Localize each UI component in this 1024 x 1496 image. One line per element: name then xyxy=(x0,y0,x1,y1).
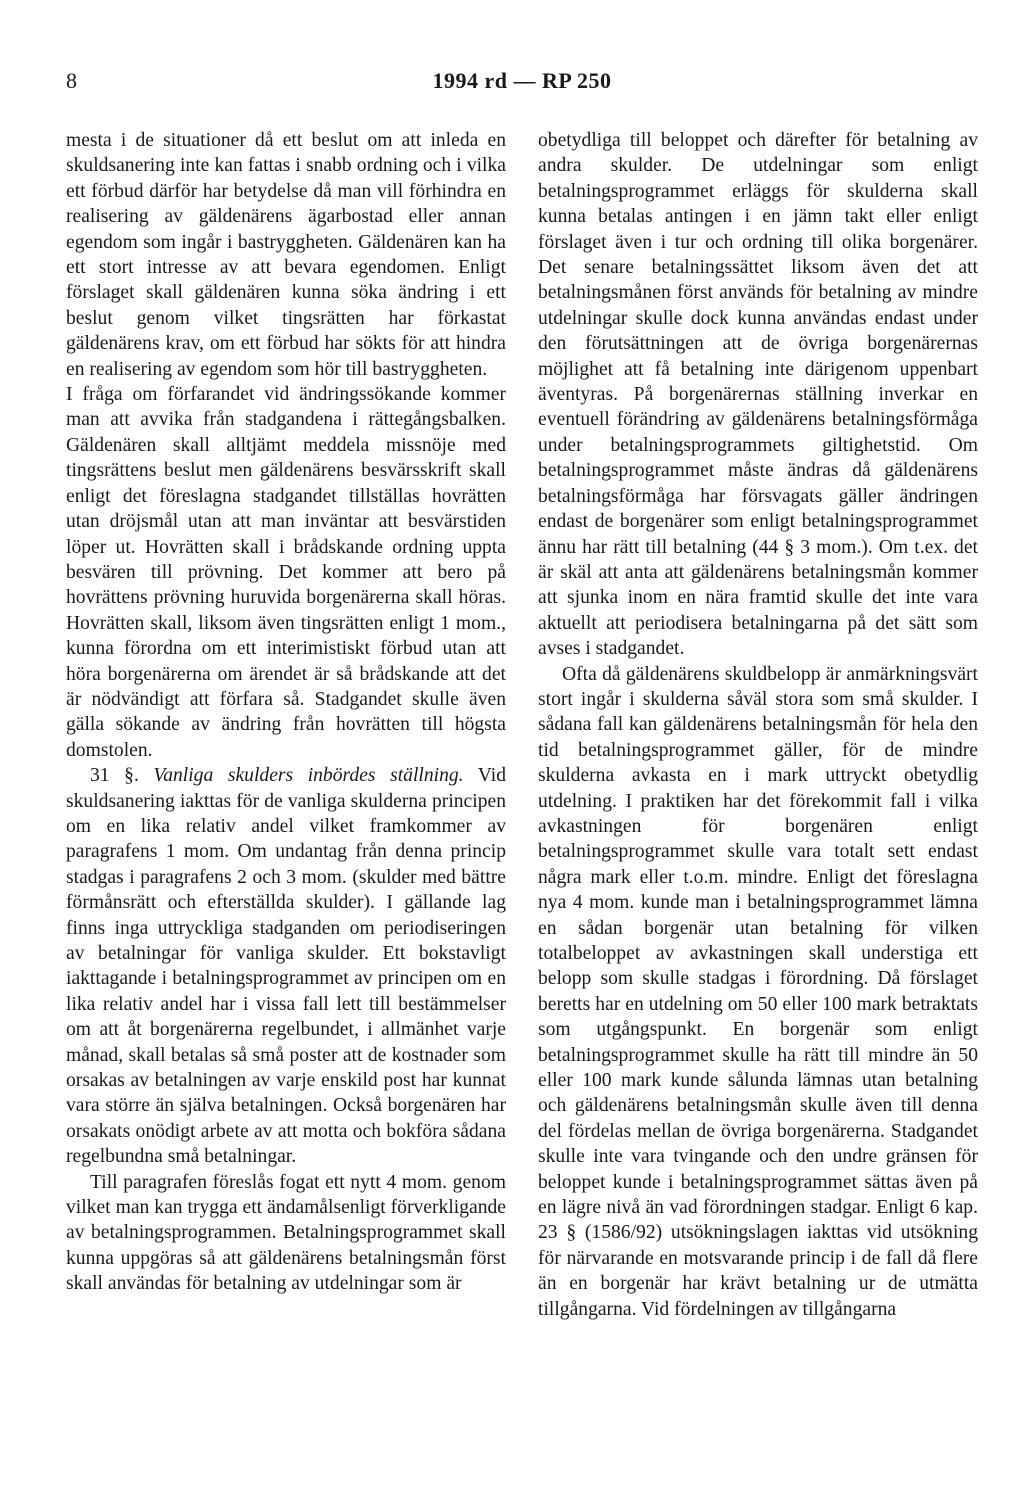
paragraph: Ofta då gäldenärens skuldbelopp är anmärkningsvärt stort ingår i skulderna såväl stora som små skulder. I sådana fall kan gäldenärens betalningsmån för hela den tid betalningsprogrammet gäller, för de mindre skulderna avkasta en i mark uttryckt obetydlig utdelning. I praktiken har det förekommit fall i vilka avkastningen för borgenären enligt betalningsprogrammet skulle vara totalt sett endast några mark eller t.o.m. mindre. Enligt det föreslagna nya 4 mom. kunde man i betalningsprogrammet lämna en sådan borgenär utan betalning för vilken totalbeloppet av avkastningen skall understiga ett belopp som skulle stadgas i förordning. Då förslaget beretts har en utdelning om 50 eller 100 mark betraktats som utgångspunkt. En borgenär som enligt betalningsprogrammet skulle ha rätt till mindre än 50 eller 100 mark kunde sålunda lämnas utan betalning och gäldenärens betalningsmån skulle även till denna del fördelas mellan de övriga borgenärerna. Stadgandet skulle inte vara tvingande och den undre gränsen för beloppet kunde i betalningsprogrammet sättas även på en lägre nivå än vad förordningen stadgar. Enligt 6 kap. 23 § (1586/92) utsökningslagen iakttas vid utsökning för närvarande en motsvarande princip i de fall då flere än en borgenär har krävt betalning ur de utmätta tillgångarna. Vid fördelningen av tillgångarna xyxy=(538,663,978,1320)
paragraph: obetydliga till beloppet och därefter för betalning av andra skulder. De utdelningar som enligt betalningsprogrammet erläggs för skulderna skall kunna betalas antingen i en jämn takt eller enligt förslaget även i tur och ordning till olika borgenärer. Det senare betalningssättet liksom även det att betalningsmånen först används för betalning av mindre utdelningar skulle dock kunna användas endast under den förutsättningen att de övriga borgenärernas möjlighet att få betalning inte därigenom uppenbart äventyras. På borgenärernas ställning inverkar en eventuell förändring av gäldenärens betalningsförmåga under betalningsprogrammets giltighetstid. Om betalningsprogrammet måste ändras då gäldenärens betalningsförmåga har försvagats gäller ändringen endast de borgenärer som enligt betalningsprogrammet ännu har rätt till betalning (44 § 3 mom.). Om t.ex. det är skäl att anta att gäldenärens betalningsmån kommer att sjunka inom en nära framtid skulle det inte vara aktuellt att periodisera betalningarna på det sätt som avses i stadgandet. xyxy=(538,130,978,660)
section-body: Vid skuldsanering iakttas för de vanliga skulderna principen om en lika relativ andel vilket framkommer av paragrafens 1 mom. Om undantag från denna princip stadgas i paragrafens 2 och 3 mom. (skulder med bättre förmånsrätt och efterställda skulder). I gällande lag finns inga uttryckliga stadganden om periodiseringen av betalningar för vanliga skulder. Ett bokstavligt iakttagande i betalningsprogrammet av principen om en lika relativ andel har i vissa fall lett till bestämmelser om att åt borgenärerna regelbundet, i allmänhet varje månad, skall betalas så små poster att de kostnader som orsakas av betalningen av varje enskild post har kunnat vara större än själva betalningen. Också borgenären har orsakats onödigt arbete av att motta och bokföra sådana regelbundna små betalningar. xyxy=(66,765,506,1168)
section-number: 31 §. xyxy=(90,765,139,787)
left-column xyxy=(66,128,506,1297)
page-header xyxy=(66,66,978,96)
paragraph: I fråga om förfarandet vid ändringssökande kommer man att avvika från stadgandena i rättegångsbalken. Gäldenären skall alltjämt meddela missnöje med tingsrättens beslut men gäldenärens besvärsskrift skall enligt det föreslagna stadgandet tillställas hovrätten utan dröjsmål utan att man inväntar att besvärstiden löper ut. Hovrätten skall i brådskande ordning uppta besvären till prövning. Det kommer att bero på hovrättens prövning huruvida borgenärerna skall höras. Hovrätten skall, liksom även tingsrätten enligt 1 mom., kunna förordna om ett interimistiskt förbud utan att höra borgenärerna om ärendet är så brådskande att det är nödvändigt att förfara så. Stadgandet skulle även gälla sökande av ändring från hovrätten till högsta domstolen. xyxy=(66,384,506,761)
page-number: 8 xyxy=(66,68,77,93)
right-column xyxy=(538,128,978,1322)
paragraph: mesta i de situationer då ett beslut om att inleda en skuldsanering inte kan fattas i snabb ordning och i vilka ett förbud därför har betydelse då man vill förhindra en realisering av gäldenärens ägarbostad eller annan egendom som ingår i bastryggheten. Gäldenären kan ha ett stort intresse av att bevara egendomen. Enligt förslaget skall gäldenären kunna söka ändring i ett beslut genom vilket tingsrätten har förkastat gäldenärens krav, om ett förbud har sökts för att hindra en realisering av egendom som hör till bastryggheten. xyxy=(66,130,506,380)
section-31-paragraph xyxy=(66,763,506,1170)
paragraph: Till paragrafen föreslås fogat ett nytt 4 mom. genom vilket man kan trygga ett ändamålsenligt förverkligande av betalningsprogrammen. Betalningsprogrammet skall kunna uppgöras så att gäldenärens betalningsmån först skall användas för betalning av utdelningar som är xyxy=(66,1171,506,1295)
section-title: Vanliga skulders inbördes ställning. xyxy=(153,765,464,787)
running-title: 1994 rd — RP 250 xyxy=(432,68,612,93)
